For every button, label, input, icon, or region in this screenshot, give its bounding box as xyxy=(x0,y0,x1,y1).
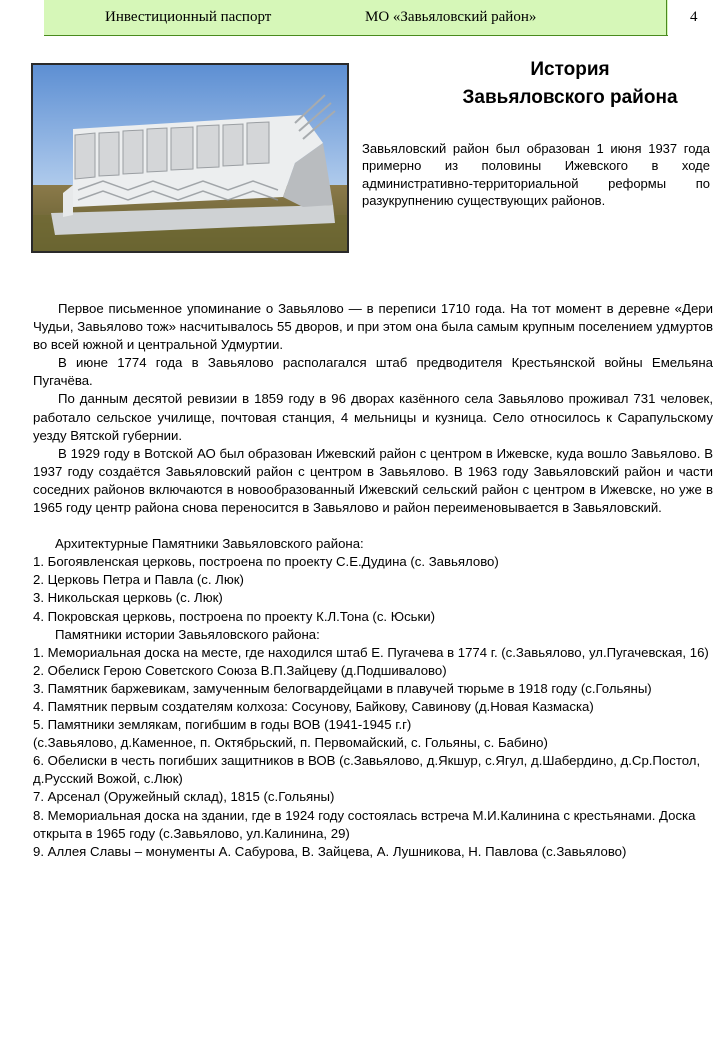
list-item: (с.Завьялово, д.Каменное, п. Октябрьский, п. Первомайский, с. Гольяны, с. Бабино) xyxy=(33,735,548,751)
list-item: 1. Богоявленская церковь, построена по проекту С.Е.Дудина (с. Завьялово) xyxy=(33,554,499,570)
list-item: 7. Арсенал (Оружейный склад), 1815 (с.Гольяны) xyxy=(33,789,335,805)
header-left-text: Инвестиционный паспорт xyxy=(105,9,272,25)
main-text xyxy=(33,300,713,861)
list-item: 5. Памятники землякам, погибшим в годы ВОВ (1941-1945 г.г) xyxy=(33,717,412,733)
page-header xyxy=(0,0,720,36)
monuments-list xyxy=(33,644,713,861)
title-line-2: Завьяловского района xyxy=(462,87,678,108)
architecture-list xyxy=(33,553,713,625)
page-title xyxy=(420,56,720,112)
sign-illustration xyxy=(33,65,347,251)
spacer xyxy=(33,517,713,535)
list-item: 2. Обелиск Герою Советского Союза В.П.Зайцеву (д.Подшивалово) xyxy=(33,662,447,678)
history-paragraph-1: Первое письменное упоминание о Завьялово — в переписи 1710 года. На тот момент в деревне «Дери Чудьи, Завьялово тож» насчитывалось 55 дворов, и при этом она была самым крупным поселением удмуртов во всей южной и центральной Удмуртии. xyxy=(33,301,713,353)
header-middle-text: МО «Завьяловский район» xyxy=(365,9,537,25)
list-item: 6. Обелиски в честь погибших защитников в ВОВ (с.Завьялово, д.Якшур, с.Ягул, д.Шабердино, д.Ср.Постол, д.Русский Вожой, с.Люк) xyxy=(33,753,701,787)
zavyalovo-sign-photo xyxy=(31,63,349,253)
intro-paragraph: Завьяловский район был образован 1 июня 1937 года примерно из половины Ижевского в ходе административно-территориальной реформы по разукрупнению существующих районов. xyxy=(362,141,710,208)
history-paragraph-2: В июне 1774 года в Завьялово располагался штаб предводителя Крестьянской войны Емельяна Пугачёва. xyxy=(33,355,713,389)
monuments-heading: Памятники истории Завьяловского района: xyxy=(55,626,320,642)
list-item: 3. Никольская церковь (с. Люк) xyxy=(33,590,223,606)
title-line-1: История xyxy=(530,59,610,80)
architecture-heading: Архитектурные Памятники Завьяловского района: xyxy=(55,536,364,552)
list-item: 8. Мемориальная доска на здании, где в 1924 году состоялась встреча М.И.Калинина с крестьянами. Доска открыта в 1965 году (с.Завьялово, ул.Калинина, 29) xyxy=(33,807,696,841)
list-item: 4. Памятник первым создателям колхоза: Сосунову, Байкову, Савинову (д.Новая Казмаска) xyxy=(33,698,594,714)
history-paragraph-3: По данным десятой ревизии в 1859 году в 96 дворах казённого села Завьялово проживал 731 человек, работало сельское училище, почтовая станция, 4 мельницы и кузница. Село относилось к Сарапульскому уезду Вятской губернии. xyxy=(33,391,713,443)
page-number: 4 xyxy=(690,9,698,25)
list-item: 3. Памятник баржевикам, замученным белогвардейцами в плавучей тюрьме в 1918 году (с.Гольяны) xyxy=(33,680,652,696)
history-paragraph-4: В 1929 году в Вотской АО был образован Ижевский район с центром в Ижевске, куда вошло Завьялово. В 1937 году создаётся Завьяловский район с центром в Завьялово. В 1963 году Завьяловский район и части соседних районов включаются в новообразованный Ижевский сельский район с центром в Ижевске, но уже в 1965 году центр района снова переносится в Завьялово и район переименовывается в Завьяловский. xyxy=(33,445,713,516)
list-item: 1. Мемориальная доска на месте, где находился штаб Е. Пугачева в 1774 г. (с.Завьялово, ул.Пугачевская, 16) xyxy=(33,644,709,660)
list-item: 2. Церковь Петра и Павла (с. Люк) xyxy=(33,572,244,588)
list-item: 9. Аллея Славы – монументы А. Сабурова, В. Зайцева, А. Лушникова, Н. Павлова (с.Завьялово) xyxy=(33,843,627,859)
header-divider xyxy=(666,0,667,35)
list-item: 4. Покровская церковь, построена по проекту К.Л.Тона (с. Юськи) xyxy=(33,608,436,624)
